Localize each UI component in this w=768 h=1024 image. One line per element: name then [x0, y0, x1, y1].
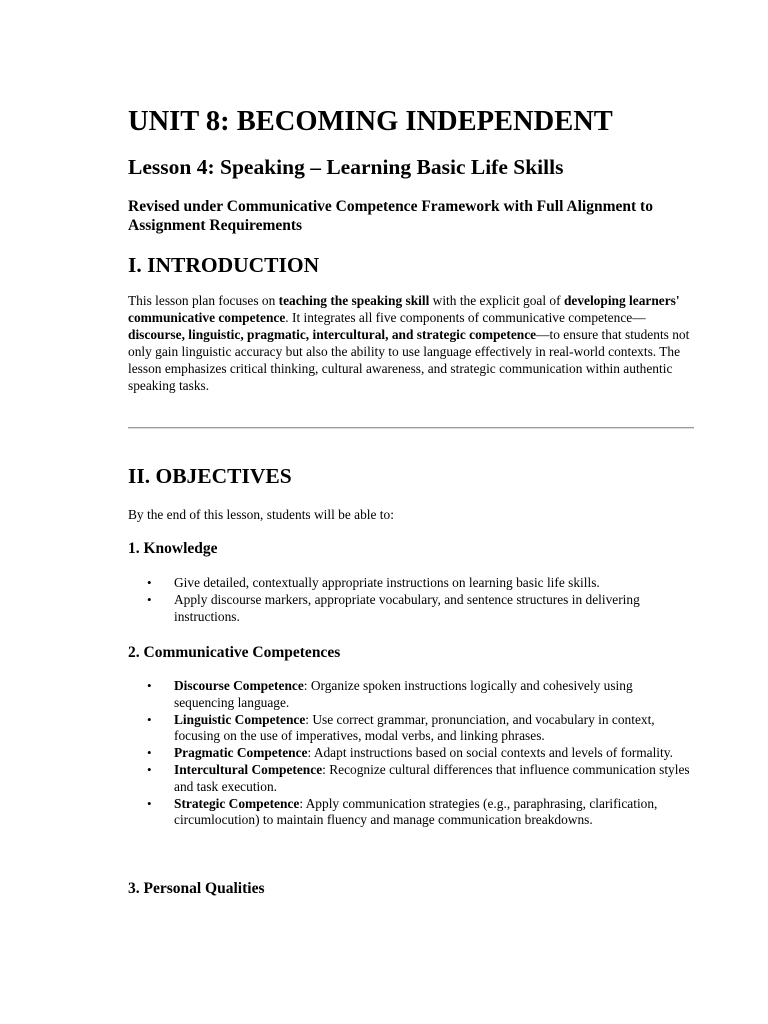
knowledge-list [128, 575, 696, 625]
competences-list [128, 678, 696, 829]
objectives-heading: II. OBJECTIVES [128, 464, 292, 488]
competence-term: Discourse Competence [174, 678, 304, 693]
intro-text-1: This lesson plan focuses on [128, 293, 279, 308]
bullet-icon: • [147, 745, 152, 761]
objectives-lead: By the end of this lesson, students will be able to: [128, 507, 394, 522]
competence-text: : Apply communication strategies (e.g., paraphrasing, clarification, circumlocution) to maintain fluency and manage communication breakdowns. [174, 795, 658, 828]
horizontal-divider [128, 427, 694, 429]
bullet-icon: • [147, 795, 152, 811]
unit-title: UNIT 8: BECOMING INDEPENDENT [128, 106, 613, 137]
lesson-title: Lesson 4: Speaking – Learning Basic Life Skills [128, 155, 564, 179]
competence-text: : Organize spoken instructions logically and cohesively using sequencing language. [174, 678, 633, 710]
bullet-icon: • [147, 711, 152, 727]
intro-bold-2: developing learners' communicative competence [128, 293, 680, 325]
list-item [128, 678, 696, 712]
competences-heading: 2. Communicative Competences [128, 644, 341, 661]
list-item [128, 712, 696, 746]
competence-term: Linguistic Competence [174, 711, 306, 727]
list-item [128, 745, 696, 762]
competence-term: Intercultural Competence [174, 761, 323, 777]
list-item [128, 796, 696, 830]
introduction-paragraph [128, 292, 696, 394]
bullet-icon: • [147, 591, 152, 607]
bullet-icon: • [147, 575, 152, 590]
competence-text: : Adapt instructions based on social contexts and levels of formality. [307, 745, 673, 761]
bullet-icon: • [147, 761, 152, 777]
competence-text: : Recognize cultural differences that influence communication styles and task execution. [174, 761, 690, 794]
intro-text-4: —to ensure that students not only gain linguistic accuracy but also the ability to use language effectively in real-world contexts. The lesson emphasizes critical thinking, cultural awareness, and strategic communication within authentic speaking tasks. [128, 327, 690, 393]
revised-note: Revised under Communicative Competence Framework with Full Alignment to Assignment Requirements [128, 198, 653, 234]
knowledge-item-text: Apply discourse markers, appropriate vocabulary, and sentence structures in delivering instructions. [174, 591, 640, 624]
introduction-heading: I. INTRODUCTION [128, 253, 320, 277]
list-item [128, 762, 696, 796]
intro-bold-3: discourse, linguistic, pragmatic, intercultural, and strategic competence [128, 327, 537, 342]
intro-text-3: . It integrates all five components of communicative competence— [285, 310, 646, 325]
competence-term: Strategic Competence [174, 795, 300, 811]
knowledge-heading: 1. Knowledge [128, 540, 218, 557]
intro-text-2: with the explicit goal of [429, 293, 564, 308]
competence-term: Pragmatic Competence [174, 745, 308, 761]
list-item [128, 575, 696, 592]
list-item [128, 592, 696, 626]
competence-text: : Use correct grammar, pronunciation, and vocabulary in context, focusing on the use of imperatives, modal verbs, and linking phrases. [174, 711, 655, 744]
bullet-icon: • [147, 678, 152, 693]
intro-bold-1: teaching the speaking skill [278, 293, 430, 308]
personal-qualities-heading: 3. Personal Qualities [128, 880, 265, 897]
knowledge-item-text: Give detailed, contextually appropriate instructions on learning basic life skills. [174, 575, 600, 590]
